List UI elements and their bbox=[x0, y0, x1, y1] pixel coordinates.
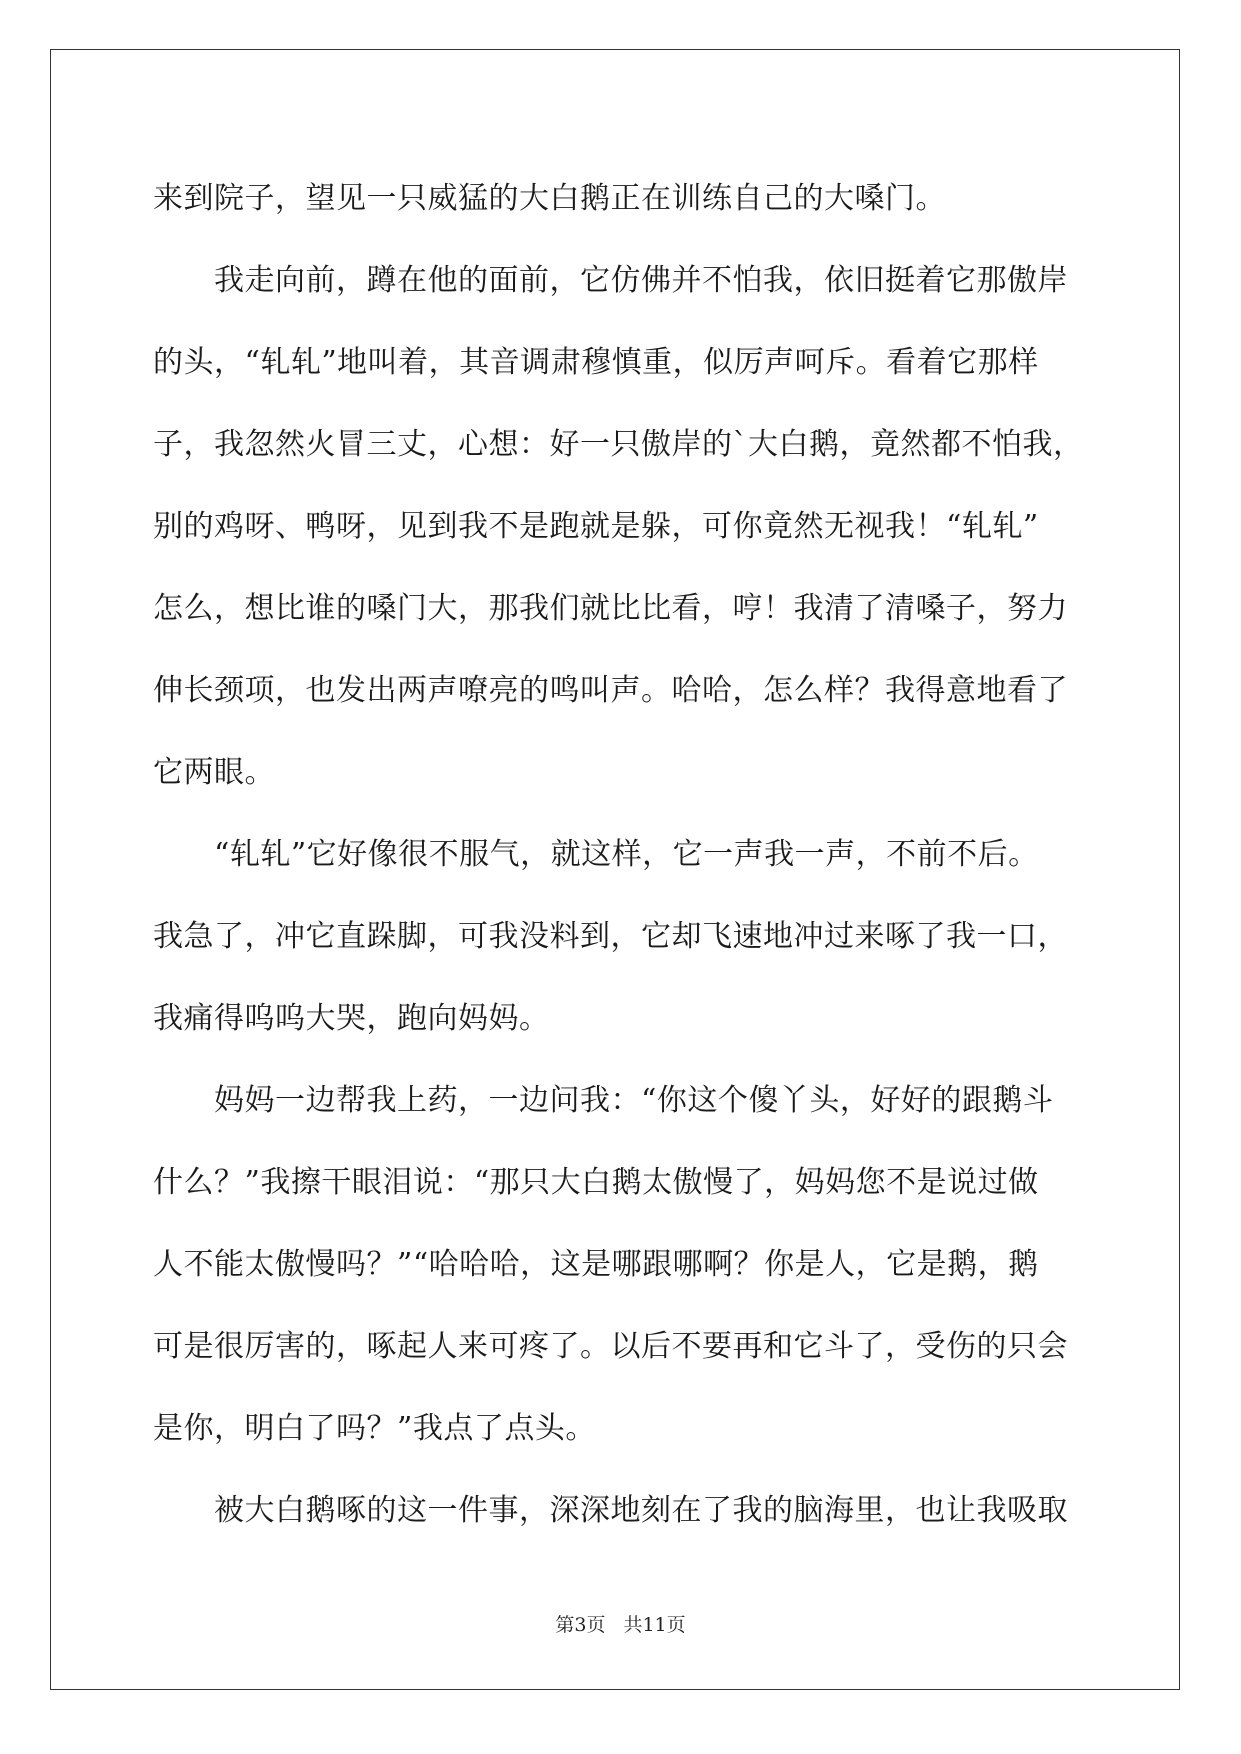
text-line: 是你，明白了吗？”我点了点头。 bbox=[153, 1411, 596, 1446]
text-line: 伸长颈项，也发出两声嘹亮的鸣叫声。哈哈，怎么样？我得意地看了 bbox=[153, 673, 1068, 708]
text-line: 的头，“轧轧”地叫着，其音调肃穆慎重，似厉声呵斥。看着它那样 bbox=[153, 345, 1039, 380]
text-line: 来到院子，望见一只威猛的大白鹅正在训练自己的大嗓门。 bbox=[153, 181, 946, 216]
text-line: 人不能太傲慢吗？”“哈哈哈，这是哪跟哪啊？你是人，它是鹅，鹅 bbox=[153, 1247, 1039, 1282]
text-line: 我急了，冲它直跺脚，可我没料到，它却飞速地冲过来啄了我一口， bbox=[153, 919, 1068, 954]
text-line: 我走向前，蹲在他的面前，它仿佛并不怕我，依旧挺着它那傲岸 bbox=[214, 263, 1068, 298]
text-line: 妈妈一边帮我上药，一边问我：“你这个傻丫头，好好的跟鹅斗 bbox=[214, 1083, 1054, 1118]
page-total: 共11页 bbox=[623, 1614, 686, 1636]
text-line: 它两眼。 bbox=[153, 755, 275, 790]
page-number: 第3页 bbox=[555, 1614, 606, 1636]
text-line: 子，我忽然火冒三丈，心想：好一只傲岸的`大白鹅，竟然都不怕我， bbox=[153, 427, 1084, 462]
document-body bbox=[153, 158, 1101, 1552]
text-line: 什么？”我擦干眼泪说：“那只大白鹅太傲慢了，妈妈您不是说过做 bbox=[153, 1165, 1039, 1200]
text-line: 怎么，想比谁的嗓门大，那我们就比比看，哼！我清了清嗓子，努力 bbox=[153, 591, 1068, 626]
text-line: 我痛得呜呜大哭，跑向妈妈。 bbox=[153, 1001, 550, 1036]
text-line: 可是很厉害的，啄起人来可疼了。以后不要再和它斗了，受伤的只会 bbox=[153, 1329, 1068, 1364]
text-line: 被大白鹅啄的这一件事，深深地刻在了我的脑海里，也让我吸取 bbox=[214, 1493, 1068, 1528]
page-footer bbox=[0, 1610, 1241, 1637]
text-line: “轧轧”它好像很不服气，就这样，它一声我一声，不前不后。 bbox=[214, 837, 1039, 872]
text-line: 别的鸡呀、鸭呀，见到我不是跑就是躲，可你竟然无视我！“轧轧” bbox=[153, 509, 1039, 544]
